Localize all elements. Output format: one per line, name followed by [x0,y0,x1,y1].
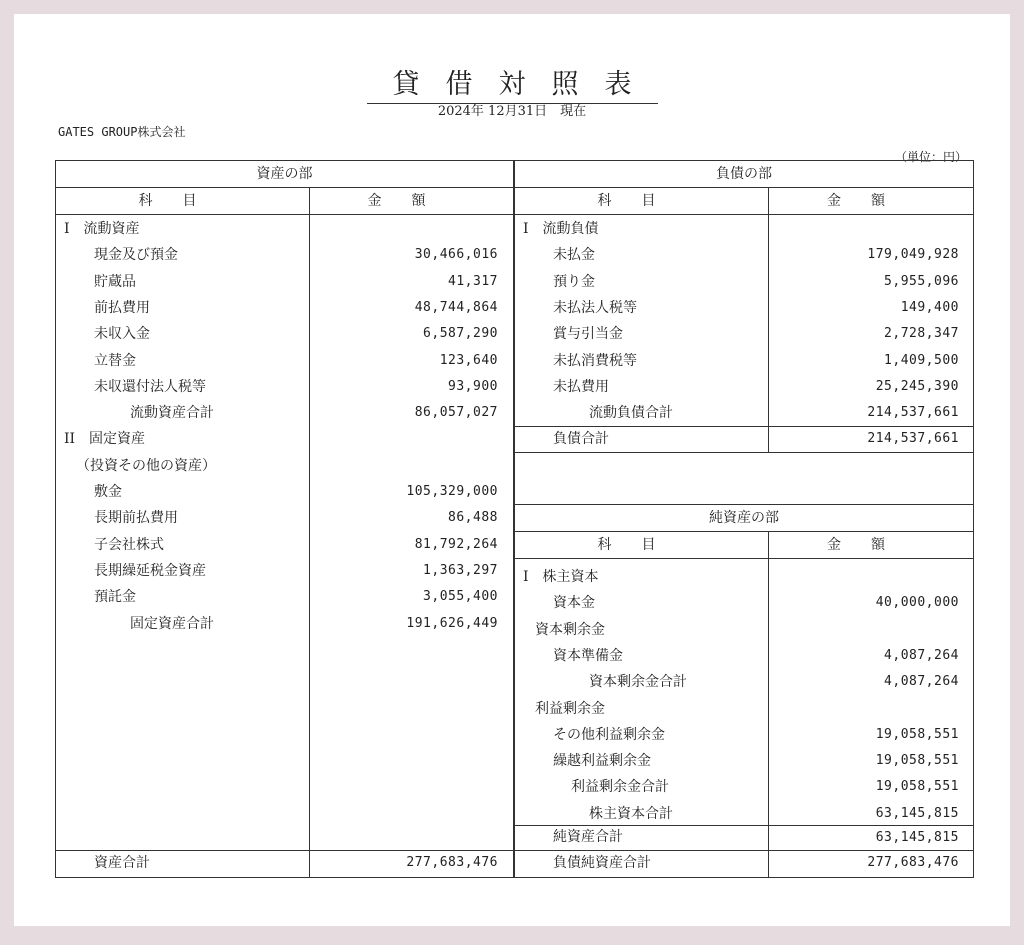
table-row: I 流動負債 [523,221,599,237]
col-item-label: 科目 [138,193,227,209]
liabilities-total-row: 負債合計 214,537,661 [553,431,959,447]
assets-column-header [56,188,513,215]
col-item-label: 科目 [597,193,686,209]
document-title: 貸借対照表 [14,62,1010,104]
assets-total-row: 資産合計 277,683,476 [94,855,498,871]
liabilities-equity-table [514,160,974,878]
table-row: 未払法人税等 149,400 [553,299,959,316]
unit-label: （単位：円） [894,150,967,164]
subtotal-row: 流動資産合計 86,057,027 [130,405,498,422]
as-of-date: 2024年 12月31日 現在 [437,104,587,119]
liabilities-column-header [515,188,973,215]
table-row: 資本金 40,000,000 [553,595,959,612]
subtotal-row: 流動負債合計 214,537,661 [589,405,959,422]
equity-column-header [515,532,973,559]
table-row: 預託金 3,055,400 [94,589,498,606]
table-row: 預り金 5,955,096 [553,273,959,290]
subtotal-row: 資本剰余金合計 4,087,264 [589,674,959,691]
table-row: （投資その他の資産） [76,457,216,474]
table-row: 利益剰余金 [535,700,605,717]
table-row: 未払金 179,049,928 [553,247,959,264]
table-row: 未払費用 25,245,390 [553,378,959,395]
assets-table [55,160,514,878]
assets-header: 資産の部 [56,161,513,188]
table-row: 資本準備金 4,087,264 [553,647,959,664]
col-item-label: 科目 [597,537,686,553]
col-amount-label: 金額 [827,193,915,209]
table-row: 前払費用 48,744,864 [94,299,498,316]
table-row: その他利益剰余金 19,058,551 [553,726,959,743]
table-row: I 流動資産 [64,221,140,237]
balance-sheet-page [14,14,1010,926]
table-row: II 固定資産 [64,431,146,448]
table-row: 賞与引当金 2,728,347 [553,326,959,343]
grand-total-row: 負債純資産合計 277,683,476 [553,855,959,871]
company-name: GATES GROUP株式会社 [58,125,186,139]
table-row: 長期前払費用 86,488 [94,510,498,527]
table-row: 現金及び預金 30,466,016 [94,247,498,264]
table-row: 子会社株式 81,792,264 [94,536,498,553]
table-row: 未収入金 6,587,290 [94,326,498,343]
col-amount-label: 金額 [367,193,456,209]
table-row: 資本剰余金 [535,621,605,638]
equity-header: 純資産の部 [515,505,973,532]
table-row: 立替金 123,640 [94,352,498,369]
table-row: 繰越利益剰余金 19,058,551 [553,753,959,770]
table-row: 未収還付法人税等 93,900 [94,378,498,395]
table-row: I 株主資本 [523,569,599,585]
section-divider [515,452,973,453]
liabilities-header: 負債の部 [515,161,973,188]
table-row: 長期繰延税金資産 1,363,297 [94,562,498,579]
col-amount-label: 金額 [827,537,915,553]
table-row: 貯蔵品 41,317 [94,273,498,290]
table-row: 敷金 105,329,000 [94,484,498,500]
subtotal-row: 利益剰余金合計 19,058,551 [571,779,959,796]
table-row: 未払消費税等 1,409,500 [553,352,959,369]
subtotal-row: 株主資本合計 63,145,815 [589,805,959,822]
equity-total-row: 純資産合計 63,145,815 [553,829,959,845]
subtotal-row: 固定資産合計 191,626,449 [130,615,498,632]
